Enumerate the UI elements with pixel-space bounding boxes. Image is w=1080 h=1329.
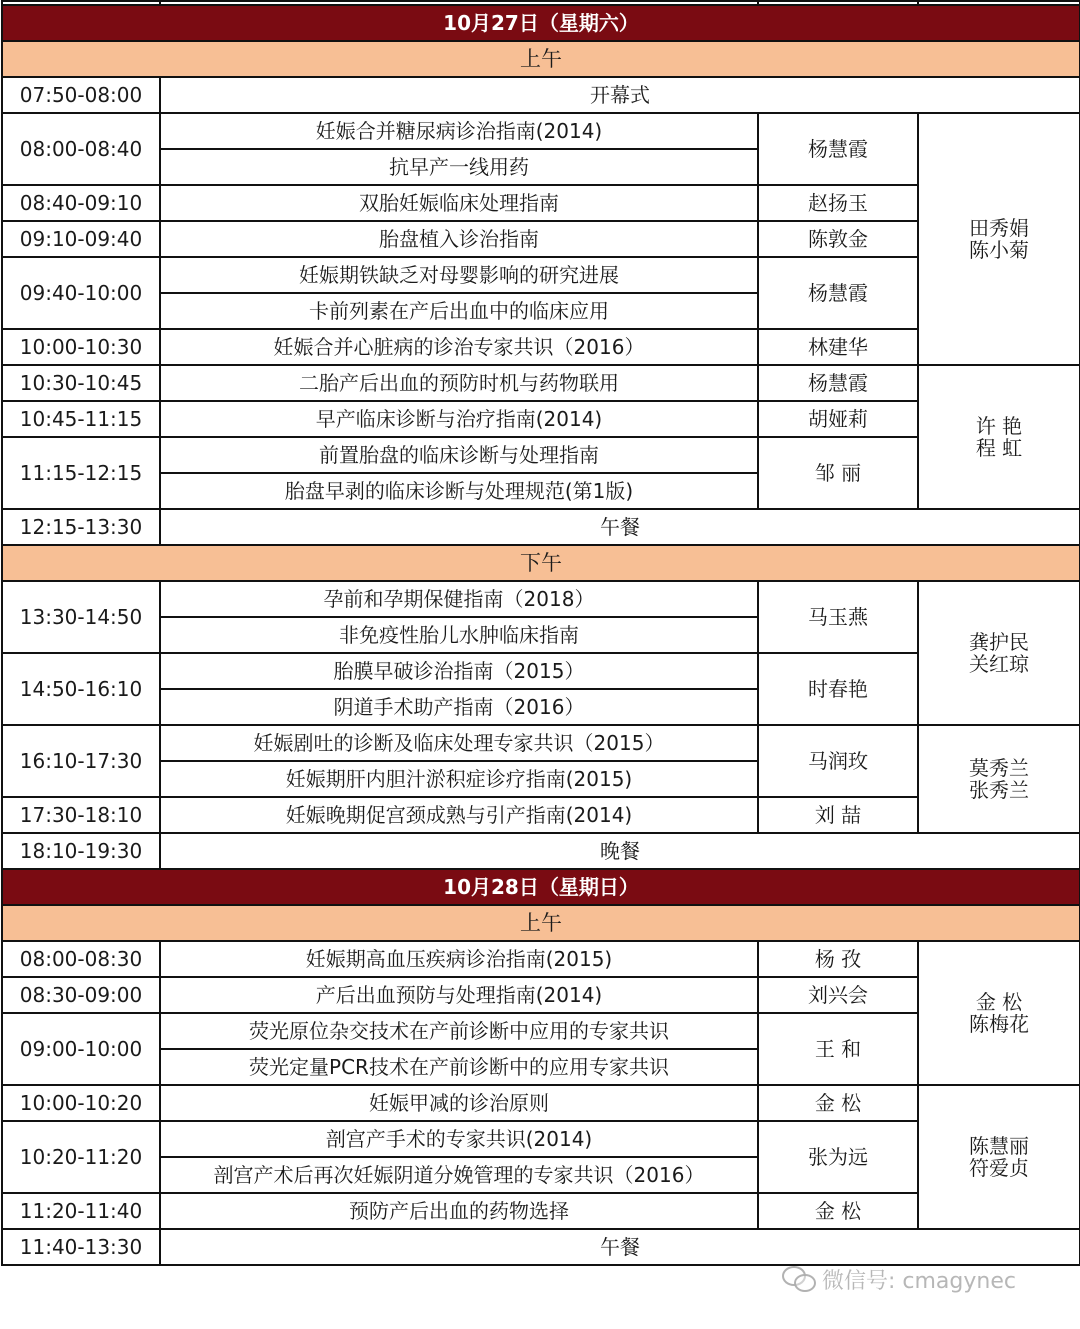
wechat-icon xyxy=(782,1266,816,1292)
topic-cell: 双胎妊娠临床处理指南 xyxy=(160,185,758,221)
speaker-cell: 王 和 xyxy=(758,1013,918,1085)
time-cell: 10:00-10:20 xyxy=(2,1085,160,1121)
topic-cell: 妊娠期高血压疾病诊治指南(2015) xyxy=(160,941,758,977)
speaker-cell: 刘兴会 xyxy=(758,977,918,1013)
time-cell: 17:30-18:10 xyxy=(2,797,160,833)
time-cell: 08:40-09:10 xyxy=(2,185,160,221)
date-heading: 10月28日（星期日） xyxy=(2,869,1080,905)
time-cell: 09:00-10:00 xyxy=(2,1013,160,1085)
schedule-row xyxy=(2,941,1080,977)
topic-cell: 胎盘植入诊治指南 xyxy=(160,221,758,257)
time-cell: 09:40-10:00 xyxy=(2,257,160,329)
topic-cell: 妊娠期铁缺乏对母婴影响的研究进展 xyxy=(160,257,758,293)
date-row xyxy=(2,869,1080,905)
time-cell: 10:45-11:15 xyxy=(2,401,160,437)
speaker-cell: 杨慧霞 xyxy=(758,113,918,185)
topic-cell: 阴道手术助产指南（2016） xyxy=(160,689,758,725)
time-cell: 16:10-17:30 xyxy=(2,725,160,797)
time-cell: 08:00-08:40 xyxy=(2,113,160,185)
watermark xyxy=(782,1262,1016,1296)
moderator-name: 龚护民 xyxy=(969,630,1029,654)
topic-cell: 预防产后出血的药物选择 xyxy=(160,1193,758,1229)
speaker-cell: 陈敦金 xyxy=(758,221,918,257)
moderator-cell xyxy=(918,365,1080,509)
topic-cell: 剖宫产术后再次妊娠阴道分娩管理的专家共识（2016） xyxy=(160,1157,758,1193)
schedule-row xyxy=(2,113,1080,149)
topic-cell: 早产临床诊断与治疗指南(2014) xyxy=(160,401,758,437)
speaker-cell: 林建华 xyxy=(758,329,918,365)
speaker-cell: 胡娅莉 xyxy=(758,401,918,437)
moderator-cell xyxy=(918,581,1080,725)
time-cell: 11:40-13:30 xyxy=(2,1229,160,1265)
moderator-name: 许 艳 xyxy=(975,414,1023,438)
session-heading: 上午 xyxy=(2,905,1080,941)
topic-cell: 荧光定量PCR技术在产前诊断中的应用专家共识 xyxy=(160,1049,758,1085)
moderator-cell xyxy=(918,725,1080,833)
full-width-item: 晚餐 xyxy=(160,833,1080,869)
schedule-row xyxy=(2,581,1080,617)
full-width-item: 开幕式 xyxy=(160,77,1080,113)
schedule-row xyxy=(2,77,1080,113)
topic-cell: 荧光原位杂交技术在产前诊断中应用的专家共识 xyxy=(160,1013,758,1049)
time-cell: 08:30-09:00 xyxy=(2,977,160,1013)
schedule-row xyxy=(2,509,1080,545)
time-cell: 12:15-13:30 xyxy=(2,509,160,545)
speaker-cell: 张为远 xyxy=(758,1121,918,1193)
date-heading: 10月27日（星期六） xyxy=(2,5,1080,41)
moderator-name: 金 松 xyxy=(975,990,1023,1014)
speaker-cell: 杨慧霞 xyxy=(758,257,918,329)
time-cell: 09:10-09:40 xyxy=(2,221,160,257)
speaker-cell: 杨 孜 xyxy=(758,941,918,977)
time-cell: 13:30-14:50 xyxy=(2,581,160,653)
speaker-cell: 时春艳 xyxy=(758,653,918,725)
topic-cell: 妊娠期肝内胆汁淤积症诊疗指南(2015) xyxy=(160,761,758,797)
moderator-name: 陈梅花 xyxy=(969,1012,1029,1036)
topic-cell: 胎膜早破诊治指南（2015） xyxy=(160,653,758,689)
speaker-cell: 金 松 xyxy=(758,1085,918,1121)
topic-cell: 妊娠合并糖尿病诊治指南(2014) xyxy=(160,113,758,149)
schedule-row xyxy=(2,1085,1080,1121)
speaker-cell: 赵扬玉 xyxy=(758,185,918,221)
time-cell: 10:30-10:45 xyxy=(2,365,160,401)
session-heading: 下午 xyxy=(2,545,1080,581)
session-row xyxy=(2,41,1080,77)
time-cell: 11:15-12:15 xyxy=(2,437,160,509)
speaker-cell: 金 松 xyxy=(758,1193,918,1229)
topic-cell: 妊娠甲减的诊治原则 xyxy=(160,1085,758,1121)
topic-cell: 胎盘早剥的临床诊断与处理规范(第1版) xyxy=(160,473,758,509)
time-cell: 08:00-08:30 xyxy=(2,941,160,977)
moderator-name: 莫秀兰 xyxy=(969,756,1029,780)
topic-cell: 卡前列素在产后出血中的临床应用 xyxy=(160,293,758,329)
topic-cell: 妊娠晚期促宫颈成熟与引产指南(2014) xyxy=(160,797,758,833)
moderator-name: 张秀兰 xyxy=(969,778,1029,802)
time-cell: 07:50-08:00 xyxy=(2,77,160,113)
session-row xyxy=(2,545,1080,581)
speaker-cell: 马润玫 xyxy=(758,725,918,797)
moderator-cell xyxy=(918,941,1080,1085)
time-cell: 18:10-19:30 xyxy=(2,833,160,869)
schedule-row xyxy=(2,725,1080,761)
schedule-table xyxy=(1,0,1080,1266)
moderator-name: 田秀娟 xyxy=(969,216,1029,240)
moderator-name: 关红琼 xyxy=(969,652,1029,676)
moderator-cell xyxy=(918,113,1080,365)
schedule-row xyxy=(2,833,1080,869)
moderator-cell xyxy=(918,1085,1080,1229)
time-cell: 11:20-11:40 xyxy=(2,1193,160,1229)
moderator-name: 陈慧丽 xyxy=(969,1134,1029,1158)
topic-cell: 孕前和孕期保健指南（2018） xyxy=(160,581,758,617)
moderator-name: 程 虹 xyxy=(975,436,1023,460)
time-cell: 14:50-16:10 xyxy=(2,653,160,725)
topic-cell: 非免疫性胎儿水肿临床指南 xyxy=(160,617,758,653)
full-width-item: 午餐 xyxy=(160,1229,1080,1265)
topic-cell: 抗早产一线用药 xyxy=(160,149,758,185)
moderator-name: 符爱贞 xyxy=(969,1156,1029,1180)
topic-cell: 二胎产后出血的预防时机与药物联用 xyxy=(160,365,758,401)
full-width-item: 午餐 xyxy=(160,509,1080,545)
speaker-cell: 马玉燕 xyxy=(758,581,918,653)
session-heading: 上午 xyxy=(2,41,1080,77)
topic-cell: 前置胎盘的临床诊断与处理指南 xyxy=(160,437,758,473)
date-row xyxy=(2,5,1080,41)
schedule-row xyxy=(2,365,1080,401)
speaker-cell: 邹 丽 xyxy=(758,437,918,509)
session-row xyxy=(2,905,1080,941)
time-cell: 10:20-11:20 xyxy=(2,1121,160,1193)
topic-cell: 妊娠剧吐的诊断及临床处理专家共识（2015） xyxy=(160,725,758,761)
schedule-row xyxy=(2,1229,1080,1265)
topic-cell: 妊娠合并心脏病的诊治专家共识（2016） xyxy=(160,329,758,365)
speaker-cell: 刘 喆 xyxy=(758,797,918,833)
speaker-cell: 杨慧霞 xyxy=(758,365,918,401)
moderator-name: 陈小菊 xyxy=(969,238,1029,262)
watermark-text: 微信号: cmagynec xyxy=(822,1268,1016,1294)
time-cell: 10:00-10:30 xyxy=(2,329,160,365)
topic-cell: 剖宫产手术的专家共识(2014) xyxy=(160,1121,758,1157)
topic-cell: 产后出血预防与处理指南(2014) xyxy=(160,977,758,1013)
